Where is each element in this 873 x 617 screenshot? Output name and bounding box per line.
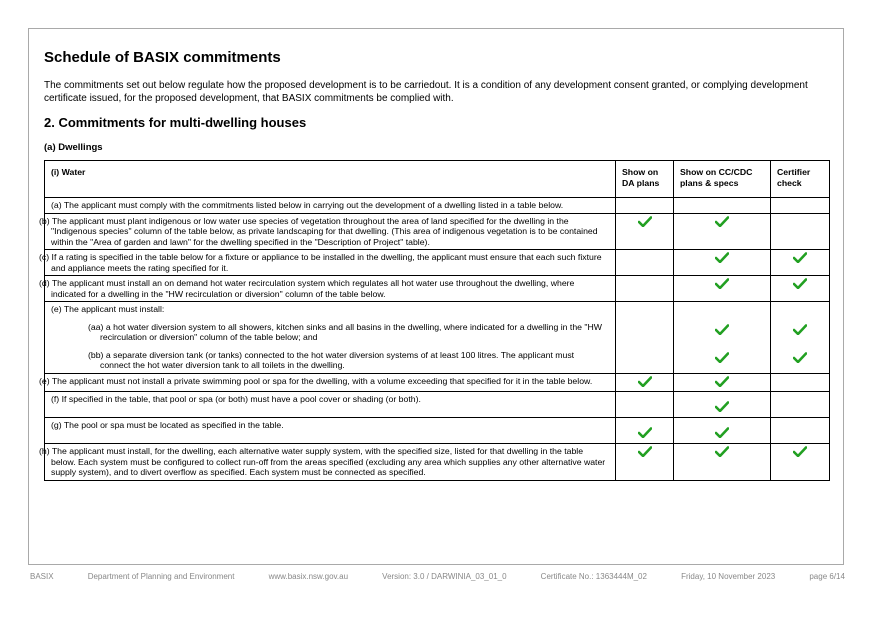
- check-icon: [715, 376, 729, 387]
- certifier-cell: [777, 324, 823, 352]
- da-plans-cell: [616, 444, 674, 481]
- certifier-cell: [771, 213, 830, 250]
- check-icon: [638, 427, 652, 438]
- commitment-e-intro: (e) The applicant must install:: [51, 304, 165, 314]
- cc-cdc-cell: [674, 444, 771, 481]
- table-row: [45, 418, 830, 444]
- da-plans-cell: [616, 276, 674, 302]
- footer-date: Friday, 10 November 2023: [681, 572, 776, 581]
- certifier-cell: [771, 392, 830, 418]
- commitment-text: (c) If a rating is specified in the table below for a fixture or appliance to be installed in the dwelling, the applicant must ensure that each such fixture and appliance meets the rating specified for it.: [45, 250, 616, 276]
- cc-cdc-cell: [674, 213, 771, 250]
- header-certifier-check: Certifier check: [771, 161, 830, 198]
- footer-certificate: Certificate No.: 1363444M_02: [540, 572, 647, 581]
- cc-cdc-cell: [674, 198, 771, 214]
- table-row: [45, 276, 830, 302]
- subsection-heading: (a) Dwellings: [44, 142, 103, 153]
- footer-page-number: page 6/14: [809, 572, 845, 581]
- commitment-text: (f) If specified in the table, that pool or spa (or both) must have a pool cover or shading (or both).: [45, 392, 616, 418]
- cc-cdc-cell: [674, 250, 771, 276]
- da-plans-cell: [616, 198, 674, 214]
- footer-website: www.basix.nsw.gov.au: [268, 572, 349, 581]
- footer-basix: BASIX: [30, 572, 54, 581]
- table-header-row: [45, 161, 830, 198]
- certifier-cell: [771, 373, 830, 392]
- check-icon: [793, 252, 807, 263]
- da-plans-cell: [616, 213, 674, 250]
- footer-department: Department of Planning and Environment: [87, 572, 235, 581]
- check-icon: [793, 324, 807, 335]
- cc-cdc-cell: [674, 373, 771, 392]
- check-icon: [638, 216, 652, 227]
- check-icon: [793, 446, 807, 457]
- commitment-text: (g) The pool or spa must be located as specified in the table.: [45, 418, 616, 444]
- certifier-cell: [771, 276, 830, 302]
- header-show-on-cc-cdc-plans: Show on CC/CDC plans & specs: [674, 161, 771, 198]
- commitment-text: (d) The applicant must install an on demand hot water recirculation system which regulates all hot water use throughout the dwelling, where indicated for a dwelling in the "HW recirculation or diversion" column of the table below.: [45, 276, 616, 302]
- commitment-text: (e) The applicant must not install a private swimming pool or spa for the dwelling, with a volume exceeding that specified for it in the table below.: [45, 373, 616, 392]
- commitment-e-bb-text: (bb) a separate diversion tank (or tanks) connected to the hot water diversion systems of at least 100 litres. The applicant must connect the hot water diversion tank to all toilets in the dwelling.: [88, 349, 575, 370]
- da-plans-cell: [616, 302, 674, 374]
- commitment-e-bb: [51, 350, 609, 371]
- check-icon: [715, 427, 729, 438]
- certifier-cell: [777, 352, 823, 366]
- commitment-text: (h) The applicant must install, for the dwelling, each alternative water supply system, with the specified size, listed for that dwelling in the table below. Each system must be configured to collect run-off from the areas specified (excluding any area which supplies any other alternative water supply system), and to divert overflow as specified. Each system must be connected as specified.: [45, 444, 616, 481]
- page-footer: [30, 572, 845, 581]
- cc-cdc-cell: [674, 302, 771, 374]
- commitments-table: [39, 160, 830, 481]
- check-icon: [638, 376, 652, 387]
- da-plans-cell: [616, 392, 674, 418]
- check-icon: [793, 352, 807, 363]
- check-icon: [715, 446, 729, 457]
- table-row: [45, 198, 830, 214]
- certifier-cell: [771, 444, 830, 481]
- commitment-text: (b) The applicant must plant indigenous or low water use species of vegetation throughout the area of land specified for the dwelling in the "Indigenous species" column of the table below, as private landscaping for that dwelling. (This area of indigenous vegetation is to be contained within the "Area of garden and lawn" for the dwelling specified in the "Description of Project" table).: [45, 213, 616, 250]
- cc-cdc-cell: [674, 418, 771, 444]
- header-water: (i) Water: [45, 161, 616, 198]
- page-title: Schedule of BASIX commitments: [44, 49, 281, 66]
- header-show-on-da-plans: Show on DA plans: [616, 161, 674, 198]
- check-icon: [715, 278, 729, 289]
- check-icon: [715, 401, 729, 412]
- certifier-cell: [771, 302, 830, 374]
- table-row: [45, 250, 830, 276]
- section-heading: 2. Commitments for multi-dwelling houses: [44, 115, 307, 130]
- table-row: [45, 213, 830, 250]
- check-icon: [715, 324, 729, 335]
- table-row: [45, 444, 830, 481]
- footer-version: Version: 3.0 / DARWINIA_03_01_0: [382, 572, 507, 581]
- check-icon: [715, 352, 729, 363]
- certifier-cell: [771, 418, 830, 444]
- cc-cdc-cell: [680, 324, 764, 352]
- da-plans-cell: [616, 373, 674, 392]
- check-icon: [715, 252, 729, 263]
- commitment-e-aa: [51, 322, 609, 343]
- cc-cdc-cell: [680, 352, 764, 366]
- commitment-e-aa-text: (aa) a hot water diversion system to all showers, kitchen sinks and all basins in the dwelling, where indicated for a dwelling in the "HW recirculation or diversion" column of the table below; and: [88, 321, 602, 342]
- check-icon: [715, 216, 729, 227]
- cc-cdc-cell: [674, 392, 771, 418]
- intro-paragraph: The commitments set out below regulate how the proposed development is to be carriedout. It is a condition of any development consent granted, or complying development certificate issued, for the proposed development, that BASIX commitments be complied with.: [44, 80, 808, 104]
- certifier-cell: [771, 250, 830, 276]
- commitment-text: [45, 302, 616, 374]
- check-icon: [638, 446, 652, 457]
- table-row: [45, 392, 830, 418]
- check-icon: [793, 278, 807, 289]
- table-row: [45, 373, 830, 392]
- cc-cdc-cell: [674, 276, 771, 302]
- commitment-text: (a) The applicant must comply with the commitments listed below in carrying out the development of a dwelling listed in a table below.: [45, 198, 616, 214]
- table-row: [45, 302, 830, 374]
- da-plans-cell: [616, 418, 674, 444]
- da-plans-cell: [616, 250, 674, 276]
- certifier-cell: [771, 198, 830, 214]
